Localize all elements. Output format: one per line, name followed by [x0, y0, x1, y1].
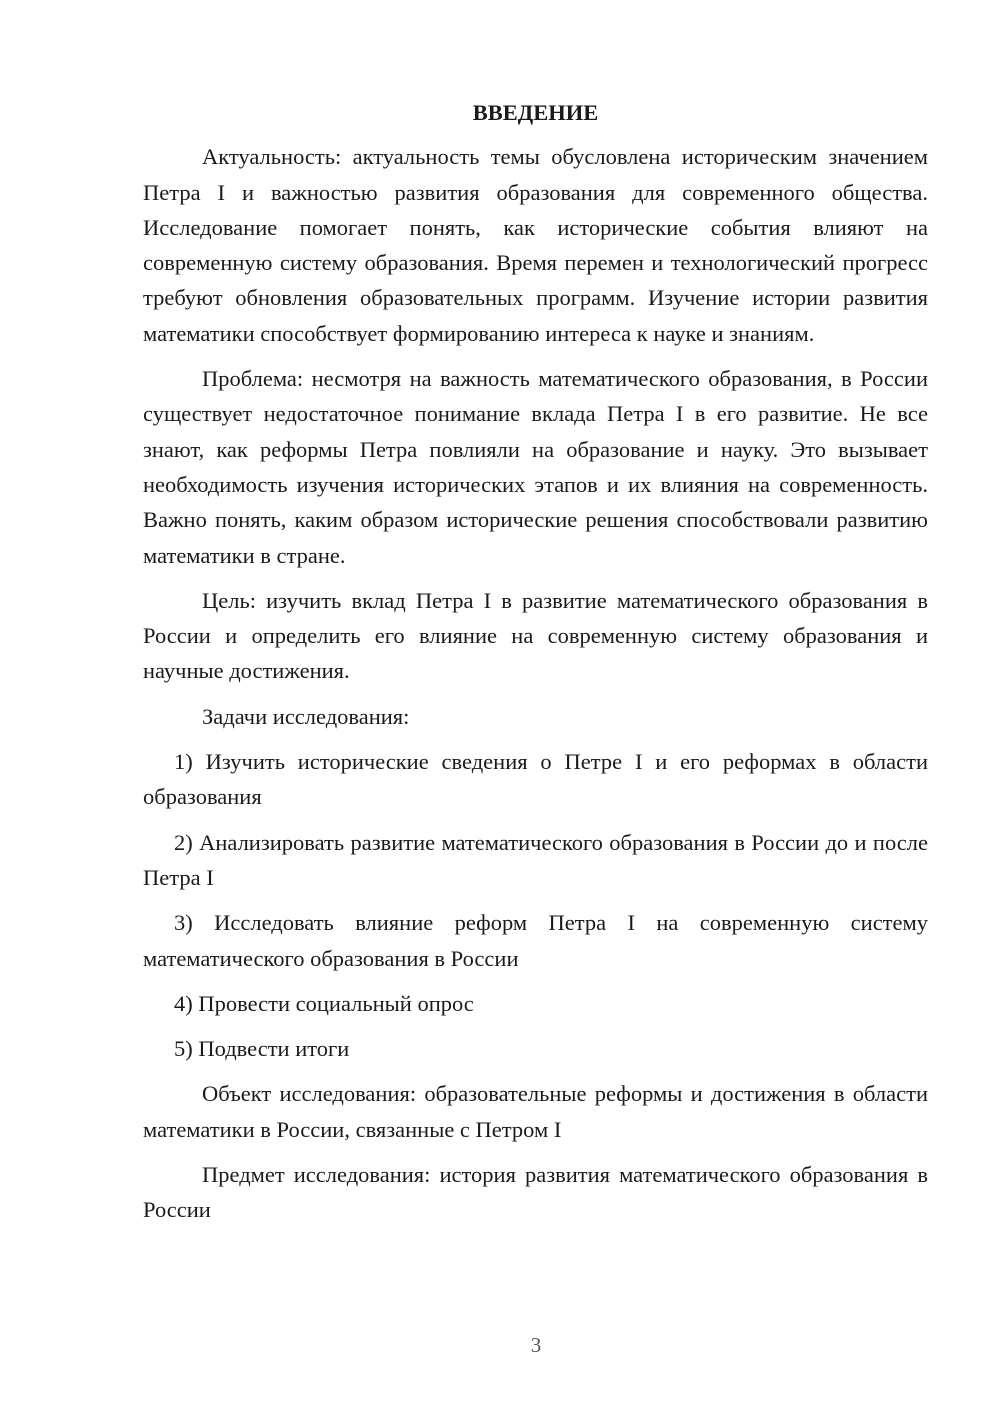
- object-paragraph: Объект исследования: образовательные реформы и достижения в области математики в России, связанные с Петром I: [143, 1081, 928, 1142]
- task-item-5: 5) Подвести итоги: [174, 1036, 350, 1062]
- task-item-3: 3) Исследовать влияние реформ Петра I на современную систему математического образования в России: [143, 910, 928, 971]
- tasks-heading: Задачи исследования:: [202, 703, 410, 729]
- subject-paragraph: Предмет исследования: история развития математического образования в России: [143, 1162, 928, 1223]
- task-item-4: 4) Провести социальный опрос: [174, 990, 474, 1016]
- task-item-2: 2) Анализировать развитие математического образования в России до и после Петра I: [143, 829, 928, 890]
- page-title: ВВЕДЕНИЕ: [472, 100, 599, 125]
- page-number: 3: [530, 1333, 542, 1357]
- goal-paragraph: Цель: изучить вклад Петра I в развитие математического образования в России и определить его влияние на современную систему образования и научные достижения.: [143, 587, 928, 684]
- problem-paragraph: Проблема: несмотря на важность математического образования, в России существует недостаточное понимание вклада Петра I в его развитие. Не все знают, как реформы Петра повлияли на образование и науку. Это вызывает необходимость изучения исторических этапов и их влияния на современность. Важно понять, каким образом исторические решения способствовали развитию математики в стране.: [143, 366, 928, 568]
- page-content: [143, 95, 928, 1238]
- relevance-paragraph: Актуальность: актуальность темы обусловлена историческим значением Петра I и важностью развития образования для современного общества. Исследование помогает понять, как исторические события влияют на современную систему образования. Время перемен и технологический прогресс требуют обновления образовательных программ. Изучение истории развития математики способствует формированию интереса к науке и знаниям.: [143, 144, 928, 346]
- task-item-1: 1) Изучить исторические сведения о Петре I и его реформах в области образования: [143, 749, 928, 810]
